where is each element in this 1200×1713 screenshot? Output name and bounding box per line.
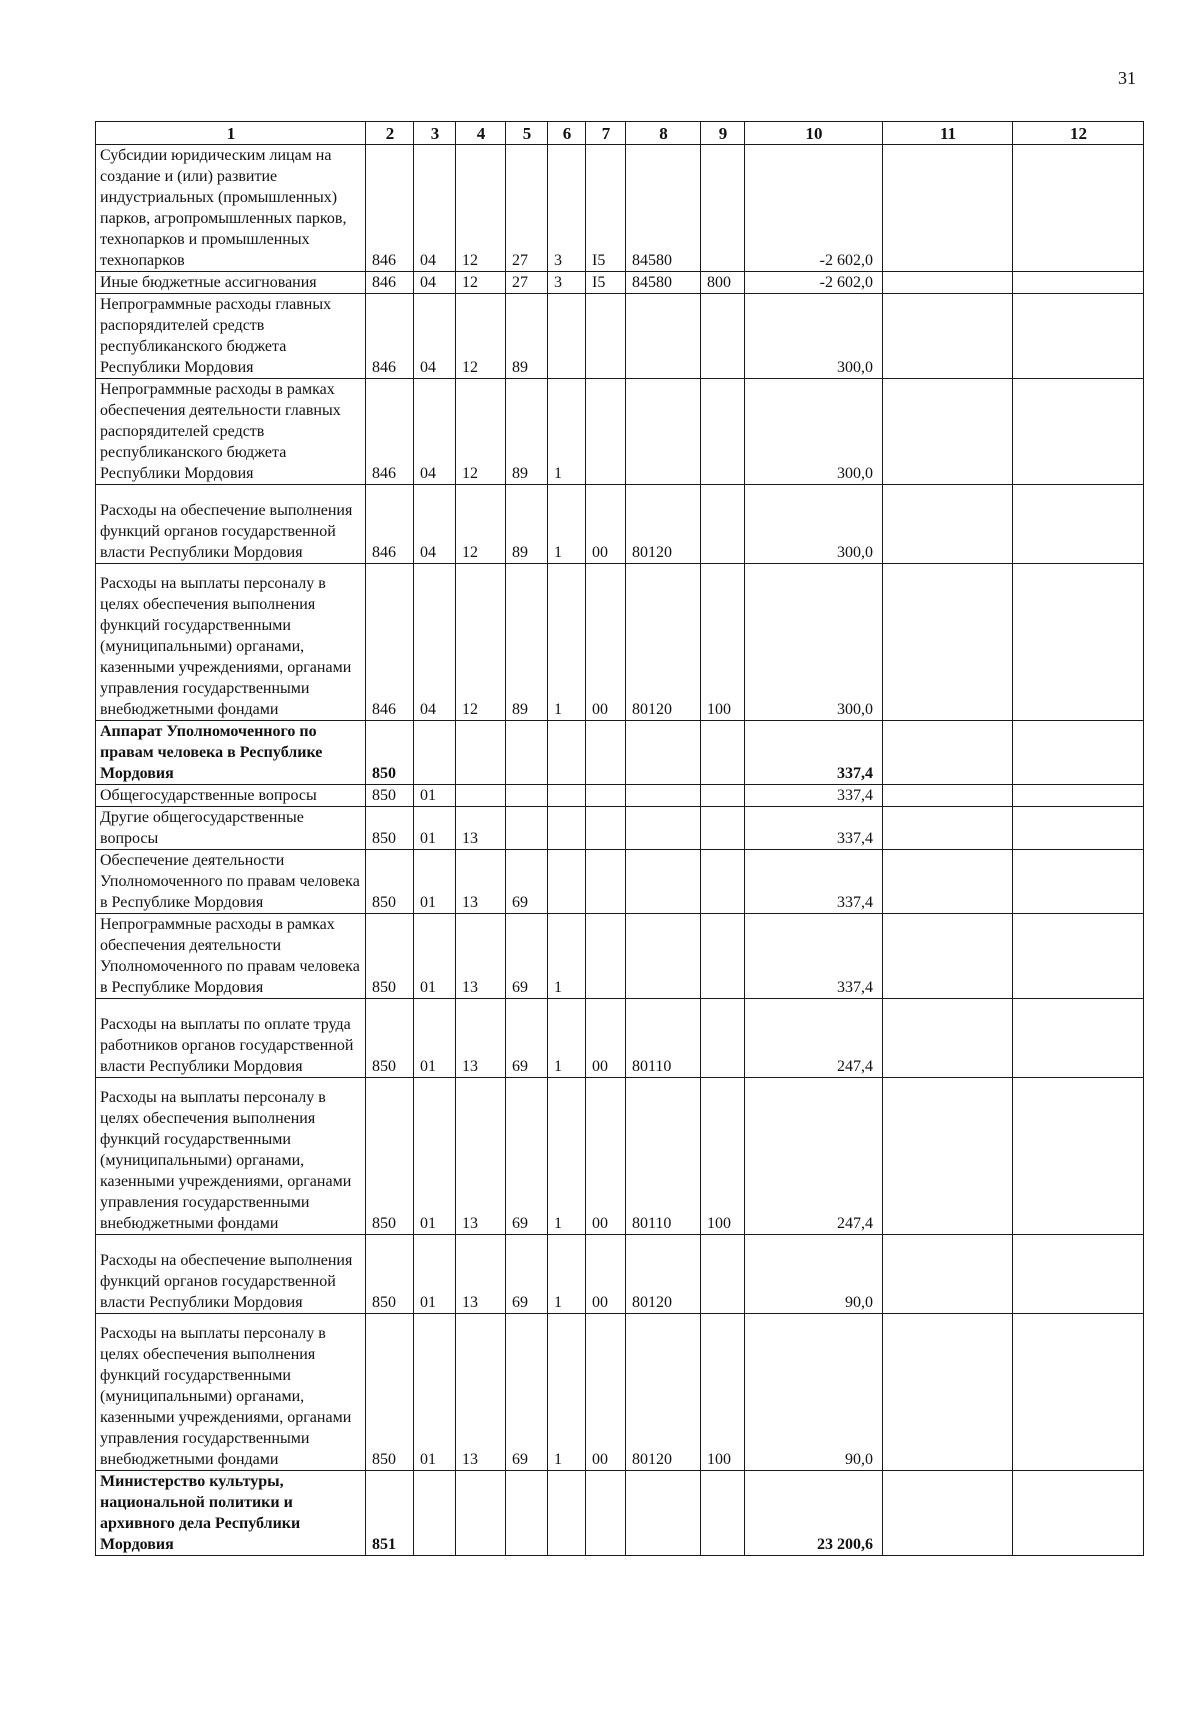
row-name-cell: Аппарат Уполномоченного по правам человека в Республике Мордовия xyxy=(96,721,366,785)
section-cell: 01 xyxy=(414,850,456,914)
expense-type-cell xyxy=(701,914,745,999)
event-code-cell xyxy=(586,294,626,379)
table-row xyxy=(96,564,1144,721)
program-cell: 69 xyxy=(506,1078,548,1235)
column-12-cell xyxy=(1013,379,1144,485)
subprogram-cell xyxy=(548,807,586,850)
section-cell: 01 xyxy=(414,1078,456,1235)
column-header: 11 xyxy=(883,122,1013,145)
event-code-cell xyxy=(586,914,626,999)
table-row xyxy=(96,807,1144,850)
row-name-cell: Обеспечение деятельности Уполномоченного по правам человека в Республике Мордовия xyxy=(96,850,366,914)
table-row xyxy=(96,785,1144,807)
expense-type-cell xyxy=(701,785,745,807)
expense-type-cell xyxy=(701,1235,745,1314)
direction-cell: 84580 xyxy=(626,272,701,294)
table-row xyxy=(96,1314,1144,1471)
amount-cell: 300,0 xyxy=(745,379,883,485)
table-header-row xyxy=(96,122,1144,145)
column-header: 10 xyxy=(745,122,883,145)
subprogram-cell: 3 xyxy=(548,145,586,272)
direction-cell xyxy=(626,379,701,485)
section-cell: 04 xyxy=(414,485,456,564)
subsection-cell: 13 xyxy=(456,807,506,850)
main-code-cell: 846 xyxy=(366,294,414,379)
column-header: 8 xyxy=(626,122,701,145)
subprogram-cell xyxy=(548,721,586,785)
event-code-cell xyxy=(586,785,626,807)
row-name-cell: Расходы на обеспечение выполнения функций органов государственной власти Республики Мордовия xyxy=(96,1235,366,1314)
expense-type-cell xyxy=(701,721,745,785)
amount-cell: 247,4 xyxy=(745,999,883,1078)
column-11-cell xyxy=(883,1314,1013,1471)
event-code-cell: 00 xyxy=(586,999,626,1078)
program-cell xyxy=(506,807,548,850)
expense-type-cell xyxy=(701,850,745,914)
subsection-cell: 12 xyxy=(456,145,506,272)
main-code-cell: 850 xyxy=(366,1235,414,1314)
subsection-cell: 12 xyxy=(456,485,506,564)
direction-cell xyxy=(626,294,701,379)
program-cell: 69 xyxy=(506,1235,548,1314)
direction-cell: 80120 xyxy=(626,564,701,721)
section-cell xyxy=(414,721,456,785)
subsection-cell: 12 xyxy=(456,379,506,485)
section-cell: 01 xyxy=(414,999,456,1078)
column-header: 12 xyxy=(1013,122,1144,145)
main-code-cell: 850 xyxy=(366,914,414,999)
amount-cell: 90,0 xyxy=(745,1235,883,1314)
direction-cell: 80110 xyxy=(626,1078,701,1235)
subprogram-cell: 1 xyxy=(548,914,586,999)
subsection-cell xyxy=(456,1471,506,1556)
column-header: 9 xyxy=(701,122,745,145)
column-12-cell xyxy=(1013,294,1144,379)
expense-type-cell xyxy=(701,379,745,485)
program-cell: 69 xyxy=(506,999,548,1078)
program-cell: 69 xyxy=(506,914,548,999)
column-12-cell xyxy=(1013,145,1144,272)
column-11-cell xyxy=(883,294,1013,379)
expense-type-cell xyxy=(701,145,745,272)
section-cell xyxy=(414,1471,456,1556)
column-header: 6 xyxy=(548,122,586,145)
amount-cell: 247,4 xyxy=(745,1078,883,1235)
row-name-cell: Расходы на выплаты персоналу в целях обеспечения выполнения функций государственными (муниципальными) органами, казенными учреждениями, органами управления государственными внебюджетными фондами xyxy=(96,564,366,721)
amount-cell: 337,4 xyxy=(745,807,883,850)
column-header: 3 xyxy=(414,122,456,145)
row-name-cell: Непрограммные расходы в рамках обеспечения деятельности Уполномоченного по правам человека в Республике Мордовия xyxy=(96,914,366,999)
direction-cell: 84580 xyxy=(626,145,701,272)
main-code-cell: 846 xyxy=(366,145,414,272)
section-cell: 04 xyxy=(414,379,456,485)
amount-cell: 337,4 xyxy=(745,914,883,999)
expense-type-cell: 100 xyxy=(701,1078,745,1235)
expense-type-cell xyxy=(701,807,745,850)
program-cell: 27 xyxy=(506,145,548,272)
row-name-cell: Расходы на обеспечение выполнения функций органов государственной власти Республики Мордовия xyxy=(96,485,366,564)
column-11-cell xyxy=(883,785,1013,807)
subprogram-cell: 1 xyxy=(548,1078,586,1235)
event-code-cell: I5 xyxy=(586,272,626,294)
main-code-cell: 850 xyxy=(366,1078,414,1235)
column-12-cell xyxy=(1013,807,1144,850)
program-cell xyxy=(506,721,548,785)
subsection-cell xyxy=(456,785,506,807)
program-cell xyxy=(506,785,548,807)
direction-cell xyxy=(626,914,701,999)
column-11-cell xyxy=(883,914,1013,999)
program-cell: 89 xyxy=(506,294,548,379)
table-row xyxy=(96,272,1144,294)
column-11-cell xyxy=(883,1078,1013,1235)
row-name-cell: Непрограммные расходы главных распорядителей средств республиканского бюджета Республики Мордовия xyxy=(96,294,366,379)
program-cell: 89 xyxy=(506,379,548,485)
subprogram-cell xyxy=(548,785,586,807)
column-header: 2 xyxy=(366,122,414,145)
subprogram-cell: 1 xyxy=(548,564,586,721)
section-cell: 04 xyxy=(414,272,456,294)
table-row xyxy=(96,485,1144,564)
subsection-cell: 13 xyxy=(456,999,506,1078)
table-row xyxy=(96,294,1144,379)
subsection-cell: 12 xyxy=(456,272,506,294)
table-row xyxy=(96,379,1144,485)
program-cell: 69 xyxy=(506,1314,548,1471)
column-11-cell xyxy=(883,145,1013,272)
column-12-cell xyxy=(1013,1235,1144,1314)
row-name-cell: Расходы на выплаты персоналу в целях обеспечения выполнения функций государственными (муниципальными) органами, казенными учреждениями, органами управления государственными внебюджетными фондами xyxy=(96,1314,366,1471)
expense-type-cell: 800 xyxy=(701,272,745,294)
expense-type-cell: 100 xyxy=(701,564,745,721)
section-cell: 01 xyxy=(414,807,456,850)
subprogram-cell: 1 xyxy=(548,1235,586,1314)
row-name-cell: Иные бюджетные ассигнования xyxy=(96,272,366,294)
main-code-cell: 850 xyxy=(366,1314,414,1471)
column-12-cell xyxy=(1013,850,1144,914)
column-11-cell xyxy=(883,999,1013,1078)
column-11-cell xyxy=(883,564,1013,721)
section-cell: 01 xyxy=(414,1314,456,1471)
main-code-cell: 846 xyxy=(366,379,414,485)
amount-cell: 337,4 xyxy=(745,721,883,785)
row-name-cell: Субсидии юридическим лицам на создание и (или) развитие индустриальных (промышленных) парков, агропромышленных парков, технопарков и промышленных технопарков xyxy=(96,145,366,272)
expense-type-cell xyxy=(701,999,745,1078)
amount-cell: 337,4 xyxy=(745,850,883,914)
main-code-cell: 851 xyxy=(366,1471,414,1556)
direction-cell xyxy=(626,1471,701,1556)
page-number: 31 xyxy=(1118,68,1136,88)
column-11-cell xyxy=(883,850,1013,914)
column-12-cell xyxy=(1013,485,1144,564)
subprogram-cell: 1 xyxy=(548,379,586,485)
row-name-cell: Общегосударственные вопросы xyxy=(96,785,366,807)
column-12-cell xyxy=(1013,1314,1144,1471)
subprogram-cell: 1 xyxy=(548,485,586,564)
main-code-cell: 846 xyxy=(366,272,414,294)
budget-table xyxy=(95,121,1144,1556)
table-row xyxy=(96,999,1144,1078)
subsection-cell: 13 xyxy=(456,1078,506,1235)
event-code-cell: I5 xyxy=(586,145,626,272)
row-name-cell: Непрограммные расходы в рамках обеспечения деятельности главных распорядителей средств республиканского бюджета Республики Мордовия xyxy=(96,379,366,485)
event-code-cell xyxy=(586,807,626,850)
amount-cell: 90,0 xyxy=(745,1314,883,1471)
expense-type-cell xyxy=(701,1471,745,1556)
subsection-cell: 12 xyxy=(456,294,506,379)
column-header: 5 xyxy=(506,122,548,145)
event-code-cell: 00 xyxy=(586,1078,626,1235)
event-code-cell: 00 xyxy=(586,1235,626,1314)
program-cell: 89 xyxy=(506,485,548,564)
direction-cell xyxy=(626,785,701,807)
expense-type-cell xyxy=(701,294,745,379)
row-name-cell: Другие общегосударственные вопросы xyxy=(96,807,366,850)
section-cell: 04 xyxy=(414,294,456,379)
column-12-cell xyxy=(1013,999,1144,1078)
direction-cell: 80110 xyxy=(626,999,701,1078)
column-12-cell xyxy=(1013,272,1144,294)
subsection-cell: 13 xyxy=(456,1235,506,1314)
main-code-cell: 846 xyxy=(366,564,414,721)
direction-cell xyxy=(626,850,701,914)
event-code-cell xyxy=(586,379,626,485)
event-code-cell xyxy=(586,1471,626,1556)
section-cell: 01 xyxy=(414,785,456,807)
event-code-cell: 00 xyxy=(586,564,626,721)
section-cell: 01 xyxy=(414,914,456,999)
column-11-cell xyxy=(883,1235,1013,1314)
column-11-cell xyxy=(883,272,1013,294)
column-12-cell xyxy=(1013,785,1144,807)
column-header: 7 xyxy=(586,122,626,145)
column-12-cell xyxy=(1013,564,1144,721)
direction-cell: 80120 xyxy=(626,1235,701,1314)
column-header: 4 xyxy=(456,122,506,145)
amount-cell: 23 200,6 xyxy=(745,1471,883,1556)
subsection-cell: 13 xyxy=(456,914,506,999)
direction-cell: 80120 xyxy=(626,485,701,564)
column-11-cell xyxy=(883,807,1013,850)
table-row xyxy=(96,1235,1144,1314)
expense-type-cell: 100 xyxy=(701,1314,745,1471)
main-code-cell: 850 xyxy=(366,785,414,807)
row-name-cell: Расходы на выплаты по оплате труда работников органов государственной власти Республики Мордовия xyxy=(96,999,366,1078)
column-header: 1 xyxy=(96,122,366,145)
table-body xyxy=(96,145,1144,1556)
main-code-cell: 850 xyxy=(366,999,414,1078)
program-cell: 89 xyxy=(506,564,548,721)
program-cell: 69 xyxy=(506,850,548,914)
program-cell xyxy=(506,1471,548,1556)
row-name-cell: Министерство культуры, национальной политики и архивного дела Республики Мордовия xyxy=(96,1471,366,1556)
amount-cell: 300,0 xyxy=(745,485,883,564)
table-row xyxy=(96,914,1144,999)
subprogram-cell xyxy=(548,850,586,914)
amount-cell: 337,4 xyxy=(745,785,883,807)
row-name-cell: Расходы на выплаты персоналу в целях обеспечения выполнения функций государственными (муниципальными) органами, казенными учреждениями, органами управления государственными внебюджетными фондами xyxy=(96,1078,366,1235)
subsection-cell: 12 xyxy=(456,564,506,721)
direction-cell xyxy=(626,721,701,785)
section-cell: 01 xyxy=(414,1235,456,1314)
column-11-cell xyxy=(883,379,1013,485)
subsection-cell: 13 xyxy=(456,850,506,914)
section-cell: 04 xyxy=(414,145,456,272)
subsection-cell xyxy=(456,721,506,785)
subprogram-cell: 1 xyxy=(548,1314,586,1471)
column-12-cell xyxy=(1013,914,1144,999)
amount-cell: 300,0 xyxy=(745,564,883,721)
table-row xyxy=(96,1471,1144,1556)
main-code-cell: 846 xyxy=(366,485,414,564)
column-11-cell xyxy=(883,485,1013,564)
amount-cell: 300,0 xyxy=(745,294,883,379)
direction-cell: 80120 xyxy=(626,1314,701,1471)
subprogram-cell xyxy=(548,294,586,379)
main-code-cell: 850 xyxy=(366,850,414,914)
amount-cell: -2 602,0 xyxy=(745,272,883,294)
subprogram-cell: 1 xyxy=(548,999,586,1078)
amount-cell: -2 602,0 xyxy=(745,145,883,272)
main-code-cell: 850 xyxy=(366,721,414,785)
column-12-cell xyxy=(1013,721,1144,785)
section-cell: 04 xyxy=(414,564,456,721)
main-code-cell: 850 xyxy=(366,807,414,850)
event-code-cell: 00 xyxy=(586,1314,626,1471)
expense-type-cell xyxy=(701,485,745,564)
direction-cell xyxy=(626,807,701,850)
column-12-cell xyxy=(1013,1078,1144,1235)
column-11-cell xyxy=(883,1471,1013,1556)
subsection-cell: 13 xyxy=(456,1314,506,1471)
event-code-cell: 00 xyxy=(586,485,626,564)
table-row xyxy=(96,1078,1144,1235)
table-row xyxy=(96,145,1144,272)
event-code-cell xyxy=(586,850,626,914)
table-row xyxy=(96,721,1144,785)
subprogram-cell: 3 xyxy=(548,272,586,294)
column-12-cell xyxy=(1013,1471,1144,1556)
table-row xyxy=(96,850,1144,914)
subprogram-cell xyxy=(548,1471,586,1556)
program-cell: 27 xyxy=(506,272,548,294)
column-11-cell xyxy=(883,721,1013,785)
event-code-cell xyxy=(586,721,626,785)
